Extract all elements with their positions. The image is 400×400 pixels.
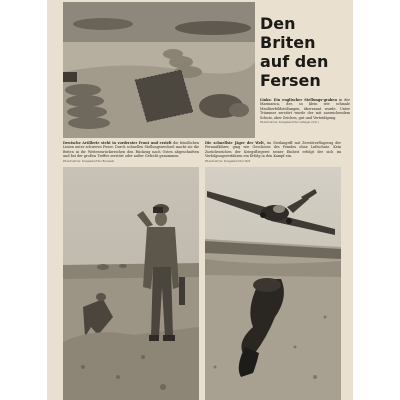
trench-photo xyxy=(63,2,255,138)
officer-photo xyxy=(63,167,199,400)
magazine-page xyxy=(47,0,353,400)
artillery-caption xyxy=(63,141,199,164)
trench-caption-text: in der Marmarica, der, so klein wie schmale Maultierfeldstellungen, überrannt wurde. Unter Trümmer zerstört wurde der mit ausreichendem Schutz, aber Zeichen, gut und Verteidigung. xyxy=(260,98,350,120)
artillery-caption-text: die feindlichen Linien unter schweres Feuer. Durch schnellen Stellungswechsel macht sie die Briten in ihr Weiterzurückweichen den Rückzug nach Osten abgeschnitten und bei der großen Treffer zerstört oder außer Gefecht genommen. xyxy=(63,141,200,159)
fighter-caption-lead: Die schnellste Jäger der Welt, xyxy=(205,141,266,145)
headline-line-1: Den xyxy=(260,14,296,33)
trench-caption-lead: Links: Ein englischer Stellungs-graben xyxy=(260,98,337,102)
headline-line-4: Fersen xyxy=(260,71,321,90)
artillery-caption-lead: Deutsche Artillerie steht in vorderster Front und erzielt xyxy=(63,141,172,145)
headline xyxy=(260,14,350,90)
headline-line-3: auf den xyxy=(260,52,329,71)
fighter-caption-credit: PK-Aufnahme: Kriegsberichter Wolf xyxy=(205,159,251,163)
artillery-caption-credit: PK-Aufnahme: Kriegsberichter Borowski xyxy=(63,159,115,163)
trench-caption-credit: PK-Aufnahme: Kriegsberichter Gsteiger (Sch.) xyxy=(260,121,319,125)
fighter-caption-text: im Steilangriff mit Zerstörerflugzeug der Fernaufklärer, ging wie Geschosse des Feindes ohne Luftschutz. Kein Zurückweichen der Kriegsfliegerei seiner Einheit erfolgt der sich im Verfolgungsverfahren ein Erfolg in den Kampf ein. xyxy=(205,141,342,159)
trench-caption xyxy=(260,98,350,125)
fighter-plane-photo xyxy=(205,167,341,400)
headline-line-2: Briten xyxy=(260,33,316,52)
fighter-caption xyxy=(205,141,341,164)
